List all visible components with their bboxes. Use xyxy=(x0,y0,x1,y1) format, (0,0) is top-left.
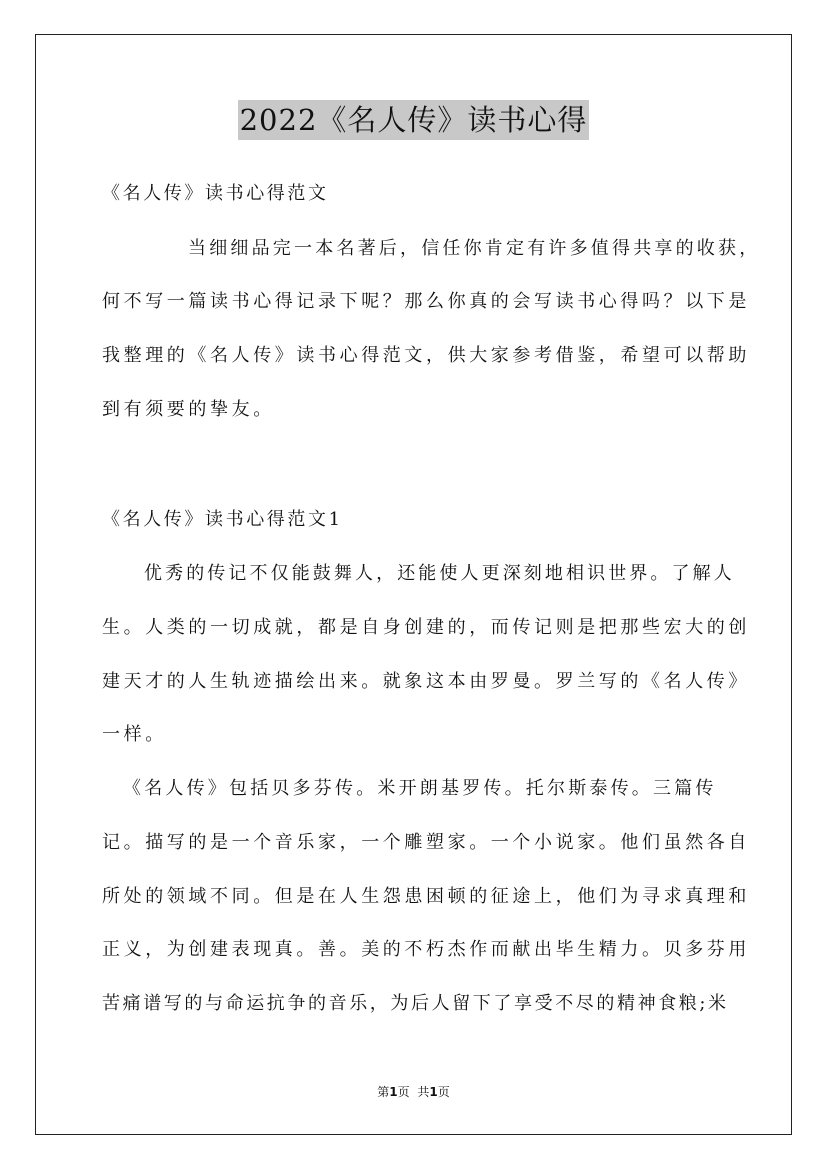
page-number: 1 xyxy=(389,1085,398,1099)
paragraph-line: 一样。 xyxy=(102,724,167,745)
section-heading-1: 《名人传》读书心得范文1 xyxy=(102,509,343,530)
paragraph-line: 建天才的人生轨迹描绘出来。就象这本由罗曼。罗兰写的《名人传》 xyxy=(102,671,750,692)
total-prefix: 共 xyxy=(417,1085,430,1099)
page-prefix: 第 xyxy=(377,1085,390,1099)
paragraph-line: 所处的领域不同。但是在人生怨患困顿的征途上，他们为寻求真理和 xyxy=(102,886,750,907)
page-footer xyxy=(0,1083,827,1100)
paragraph-line: 何不写一篇读书心得记录下呢？那么你真的会写读书心得吗？以下是 xyxy=(102,291,750,312)
section-heading-intro: 《名人传》读书心得范文 xyxy=(102,183,329,204)
page-suffix: 页 xyxy=(397,1085,410,1099)
paragraph-line: 生。人类的一切成就，都是自身创建的，而传记则是把那些宏大的创 xyxy=(102,617,750,638)
document-title-wrap xyxy=(0,100,827,140)
paragraph-line: 我整理的《名人传》读书心得范文，供大家参考借鉴，希望可以帮助 xyxy=(102,345,750,366)
paragraph-line: 到有须要的挚友。 xyxy=(102,399,275,420)
paragraph-line: 《名人传》包括贝多芬传。米开朗基罗传。托尔斯泰传。三篇传 xyxy=(123,778,717,799)
paragraph-line: 正义，为创建表现真。善。美的不朽杰作而献出毕生精力。贝多芬用 xyxy=(102,939,750,960)
total-suffix: 页 xyxy=(437,1085,450,1099)
paragraph-line: 优秀的传记不仅能鼓舞人，还能使人更深刻地相识世界。了解人 xyxy=(144,563,735,584)
paragraph-line: 记。描写的是一个音乐家，一个雕塑家。一个小说家。他们虽然各自 xyxy=(102,832,750,853)
paragraph-line: 苦痛谱写的与命运抗争的音乐，为后人留下了享受不尽的精神食粮;米 xyxy=(102,993,729,1014)
total-pages: 1 xyxy=(429,1085,438,1099)
document-title: 2022《名人传》读书心得 xyxy=(238,100,590,140)
paragraph-line: 当细细品完一本名著后，信任你肯定有许多值得共享的收获， xyxy=(188,238,761,259)
